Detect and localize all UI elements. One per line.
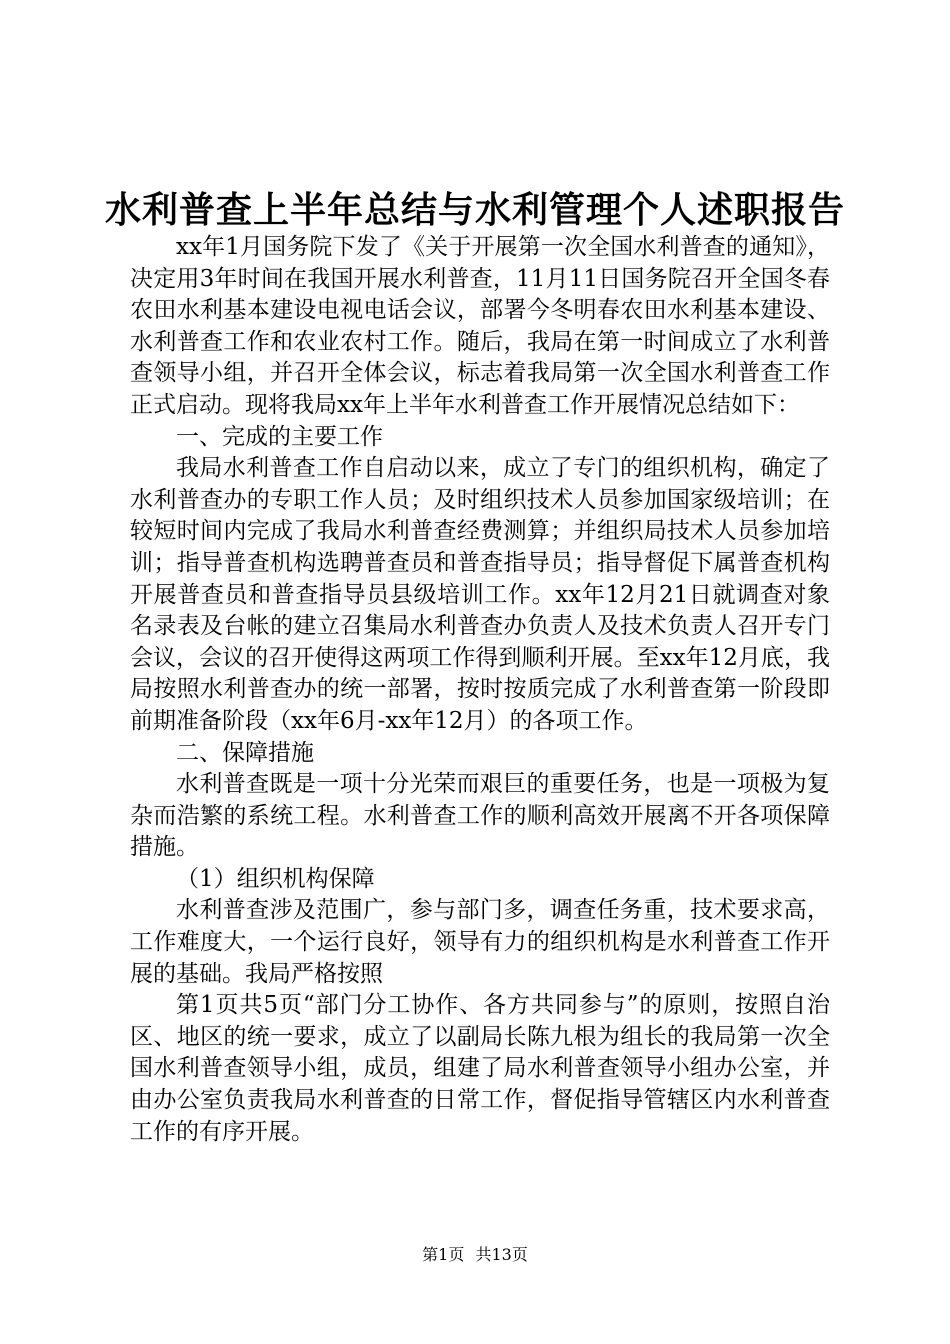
page-footer [0,1244,950,1266]
current-page-number: 第1页 [422,1245,465,1264]
document-body [130,232,830,1148]
total-pages: 共13页 [475,1245,528,1264]
paragraph-safeguards: 水利普查既是一项十分光荣而艰巨的重要任务，也是一项极为复杂而浩繁的系统工程。水利普查工作的顺利高效开展离不开各项保障措施。 [130,771,830,861]
document-title: 水利普查上半年总结与水利管理个人述职报告 [104,189,845,231]
paragraph-main-work: 我局水利普查工作自启动以来，成立了专门的组织机构，确定了水利普查办的专职工作人员；及时组织技术人员参加国家级培训；在较短时间内完成了我局水利普查经费测算；并组织局技术人员参加培训；指导普查机构选聘普查员和普查指导员；指导督促下属普查机构开展普查员和普查指导员县级培训工作。xx年12月21日就调查对象名录表及台帐的建立召集局水利普查办负责人及技术负责人召开专门会议，会议的召开使得这两项工作得到顺利开展。至xx年12月底，我局按照水利普查办的统一部署，按时按质完成了水利普查第一阶段即前期准备阶段（xx年6月-xx年12月）的各项工作。 [130,455,830,734]
paragraph-organization: 水利普查涉及范围广，参与部门多，调查任务重，技术要求高，工作难度大，一个运行良好，领导有力的组织机构是水利普查工作开展的基础。我局严格按照 [130,897,830,987]
section-heading-safeguards: 二、保障措施 [176,739,314,766]
paragraph-intro: xx年1月国务院下发了《关于开展第一次全国水利普查的通知》，决定用3年时间在我国开展水利普查，11月11日国务院召开全国冬春农田水利基本建设电视电话会议，部署今冬明春农田水利基本建设、水利普查工作和农业农村工作。随后，我局在第一时间成立了水利普查领导小组，并召开全体会议，标志着我局第一次全国水利普查工作正式启动。现将我局xx年上半年水利普查工作开展情况总结如下： [130,234,830,418]
section-heading-main-work: 一、完成的主要工作 [176,423,383,450]
paragraph-leadership-group: 第1页共5页“部门分工协作、各方共同参与”的原则，按照自治区、地区的统一要求，成立了以副局长陈九根为组长的我局第一次全国水利普查领导小组，成员，组建了局水利普查领导小组办公室，并由办公室负责我局水利普查的日常工作，督促指导管辖区内水利普查工作的有序开展。 [130,992,830,1145]
subheading-organization: （1）组织机构保障 [176,865,375,892]
